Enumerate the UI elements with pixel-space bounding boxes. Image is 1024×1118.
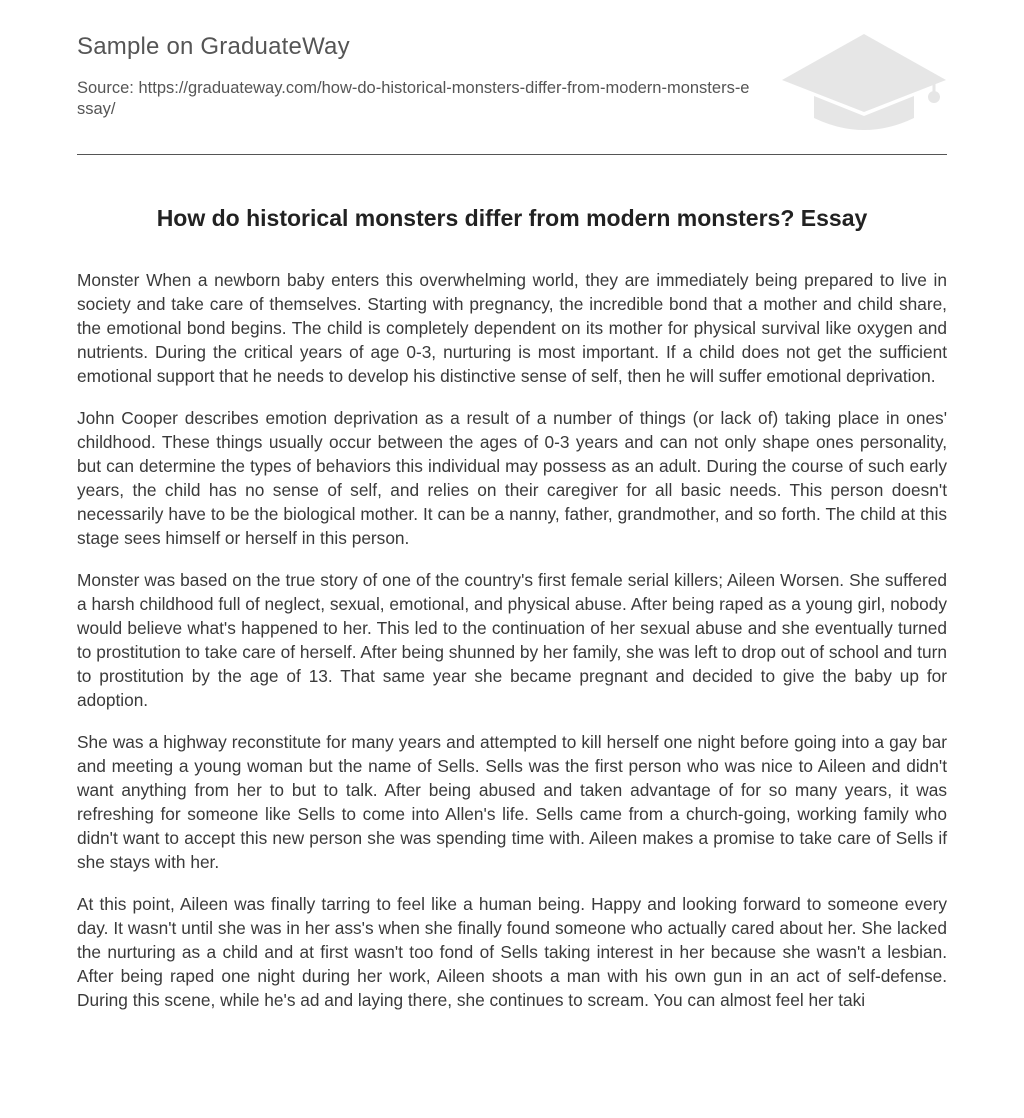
page bbox=[77, 0, 947, 1118]
source-link[interactable]: https://graduateway.com/how-do-historical-monsters-differ-from-modern-monsters-essay/ bbox=[77, 79, 750, 118]
source-line bbox=[77, 78, 757, 120]
header bbox=[77, 0, 947, 155]
paragraph: Monster was based on the true story of one of the country's first female serial killers; Aileen Worsen. She suffered a harsh childhood full of neglect, sexual, emotional, and physical abuse. After being raped as a young girl, nobody would believe what's happened to her. This led to the continuation of her sexual abuse and she eventually turned to prostitution to take care of herself. After being shunned by her family, she was left to drop out of school and turn to prostitution by the age of 13. That same year she became pregnant and decided to give the baby up for adoption. bbox=[77, 570, 948, 710]
essay-title: How do historical monsters differ from modern monsters? Essay bbox=[156, 205, 868, 231]
source-label: Source: bbox=[77, 79, 134, 97]
paragraph: She was a highway reconstitute for many years and attempted to kill herself one night before going into a gay bar and meeting a young woman but the name of Sells. Sells was the first person who was nice to Aileen and didn't want anything from her to but to talk. After being abused and taken advantage of for so many years, it was refreshing for someone like Sells to come into Allen's life. Sells came from a church-going, working family who didn't want to accept this new person she was spending time with. Aileen makes a promise to take care of Sells if she stays with her. bbox=[77, 732, 947, 872]
paragraph: John Cooper describes emotion deprivation as a result of a number of things (or lack of) taking place in ones' childhood. These things usually occur between the ages of 0-3 years and can not only shape ones personality, but can determine the types of behaviors this individual may possess as an adult. During the course of such early years, the child has no sense of self, and relies on their caregiver for all basic needs. This person doesn't necessarily have to be the biological mother. It can be a nanny, father, grandmother, and so forth. The child at this stage sees himself or herself in this person. bbox=[77, 408, 947, 548]
graduation-cap-icon bbox=[780, 30, 948, 134]
site-title: Sample on GraduateWay bbox=[77, 33, 350, 60]
essay-body bbox=[77, 268, 947, 1030]
paragraph: Monster When a newborn baby enters this overwhelming world, they are immediately being prepared to live in society and take care of themselves. Starting with pregnancy, the incredible bond that a mother and child share, the emotional bond begins. The child is completely dependent on its mother for physical survival like oxygen and nutrients. During the critical years of age 0-3, nurturing is most important. If a child does not get the sufficient emotional support that he needs to develop his distinctive sense of self, then he will suffer emotional deprivation. bbox=[77, 270, 947, 386]
header-divider bbox=[77, 154, 947, 155]
paragraph: At this point, Aileen was finally tarring to feel like a human being. Happy and looking forward to someone every day. It wasn't until she was in her ass's when she finally found someone who actually cared about her. She lacked the nurturing as a child and at first wasn't too fond of Sells taking interest in her because she wasn't a lesbian. After being raped one night during her work, Aileen shoots a man with his own gun in an act of self-defense. During this scene, while he's ad and laying there, she continues to scream. You can almost feel her taki bbox=[77, 894, 947, 1010]
